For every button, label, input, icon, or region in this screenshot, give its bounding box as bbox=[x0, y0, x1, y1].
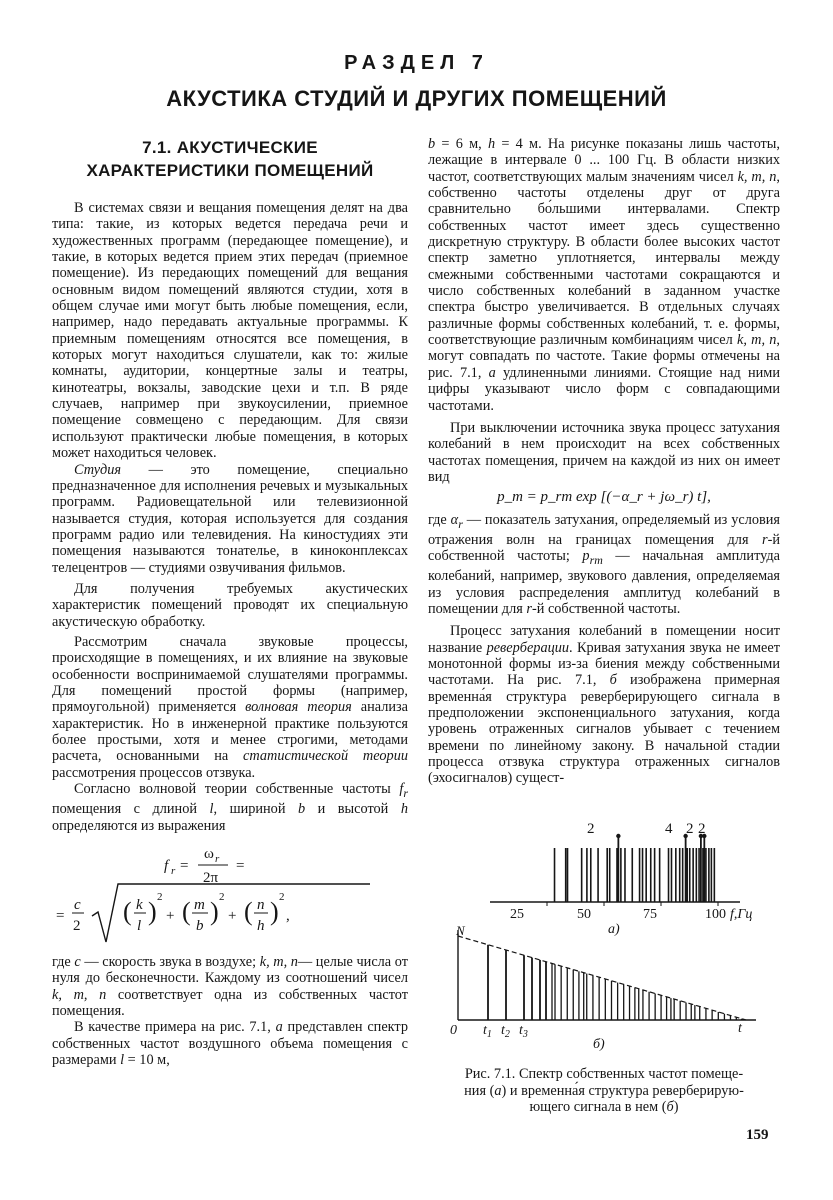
chapter-title: АКУСТИКА СТУДИЙ И ДРУГИХ ПОМЕЩЕНИЙ bbox=[166, 86, 667, 111]
var-p-sub: rm bbox=[589, 552, 603, 567]
formula-paren-1o: ( bbox=[123, 896, 132, 926]
var-c: c bbox=[74, 953, 81, 970]
var-h-2: h bbox=[487, 136, 496, 152]
right-paragraph-3 bbox=[428, 512, 780, 618]
caption-line-2-ital: а bbox=[494, 1082, 502, 1099]
spectrum-panel bbox=[490, 834, 740, 906]
var-r-2: r bbox=[526, 601, 532, 617]
top-label-3: 2 bbox=[686, 821, 694, 837]
formula-plus-1: + bbox=[166, 907, 175, 924]
frequency-formula bbox=[52, 840, 408, 948]
caption-line-2-a: ния ( bbox=[464, 1082, 495, 1099]
var-alpha-sub: r bbox=[458, 516, 463, 531]
var-l: l bbox=[209, 801, 214, 818]
caption-line-3-c: ) bbox=[673, 1099, 679, 1115]
left-paragraph-2-text: — это помещение, специально предназначенное для исполнения речевых и музыкальных программ. Радиовещательной или телевизионной называется студия, которая используется для создания программ радио или телевидения. На киностудиях эти помещения называются тонателье, в киноконплексах телецентров — студиями озвучивания фильмов. bbox=[52, 461, 408, 576]
caption-line-2 bbox=[464, 1083, 744, 1099]
formula-bw: b bbox=[196, 917, 204, 934]
formula-l: l bbox=[137, 917, 142, 934]
right-paragraph-4-b: . Кривая затухания звука не имеет монотонной формы из-за биения между собственными частотами. На рис. 7.1, bbox=[428, 639, 780, 689]
top-label-1: 2 bbox=[587, 821, 595, 837]
section-title bbox=[52, 136, 408, 182]
formula-paren-3o: ( bbox=[244, 896, 253, 926]
term-wave-theory: волновая теория bbox=[245, 699, 352, 716]
right-paragraph-1-c: = 4 м. На рисунке показаны лишь частоты, лежащие в интервале 0 ... 100 Гц. В области низких частот, соответствующих малым значениям чисел bbox=[428, 136, 780, 185]
var-kmn-3: k, m, n bbox=[737, 168, 777, 185]
left-paragraph-7 bbox=[52, 1019, 408, 1068]
var-r: r bbox=[762, 531, 768, 548]
left-paragraph-3: Для получения требуемых акустических характеристик помещений проводят их специальную акустическую обработку. bbox=[52, 580, 408, 630]
left-paragraph-6-b: — скорость звука в воздухе; bbox=[80, 953, 260, 970]
right-paragraph-2: При выключении источника звука процесс затухания колебаний в нем происходит на всех собственных частотах помещения, причем на каждой из них он имеет вид bbox=[428, 419, 780, 485]
formula-2: 2 bbox=[73, 917, 81, 934]
x-tick-100: 100 bbox=[705, 907, 726, 922]
x-unit: f,Гц bbox=[730, 907, 753, 922]
left-paragraph-5-d: и высотой bbox=[305, 801, 401, 818]
left-paragraph-6-e: соответствует одна из собственных частот помещения. bbox=[52, 986, 408, 1019]
formula-paren-2o: ( bbox=[182, 896, 191, 926]
formula-paren-1c: ) bbox=[148, 896, 157, 926]
x-tick-50: 50 bbox=[577, 907, 591, 922]
page-number: 159 bbox=[746, 1127, 769, 1143]
formula-sq-2: 2 bbox=[219, 890, 225, 903]
right-paragraph-1-e: , могут совпадать по частоте. Такие формы отмечены на рис. 7.1, bbox=[428, 332, 780, 381]
spectrum-tall-marker-0 bbox=[616, 834, 620, 838]
left-paragraph-5-c: , шириной bbox=[213, 801, 298, 818]
caption-line-3-a: ющего сигнала в нем ( bbox=[529, 1099, 667, 1115]
formula-plus-2: + bbox=[228, 907, 237, 924]
right-paragraph-3-b: — показатель затухания, определяемый из условия отражения волн на границах помещения для bbox=[428, 511, 780, 548]
top-label-4: 2 bbox=[698, 821, 706, 837]
formula-sq-1: 2 bbox=[157, 890, 163, 903]
t-axis-label: t bbox=[738, 1021, 742, 1036]
right-paragraph-3-d: — начальная амплитуда колебаний, например, звукового давления, определяемая из условия распределения амплитуд колебаний в помещении для bbox=[428, 548, 780, 617]
formula-h: h bbox=[257, 917, 265, 934]
left-paragraph-7-a: В качестве примера на рис. 7.1, bbox=[74, 1019, 276, 1036]
formula-eq3: = bbox=[56, 907, 65, 924]
formula-f-sub: r bbox=[171, 864, 176, 877]
fig-ref-a-2: а bbox=[488, 364, 496, 381]
caption-line-2-b: ) и временна́я структура реверберирую- bbox=[501, 1082, 744, 1099]
left-paragraph-5-b: помещения с длиной bbox=[52, 801, 210, 818]
formula-eq2: = bbox=[236, 857, 245, 874]
var-h: h bbox=[400, 801, 408, 818]
right-paragraph-1-b: = 6 м, bbox=[435, 136, 488, 152]
section-title-line2: ХАРАКТЕРИСТИКИ ПОМЕЩЕНИЙ bbox=[86, 161, 374, 180]
term-reverberation: реверберации bbox=[486, 639, 570, 656]
formula-k: k bbox=[136, 896, 143, 913]
formula-sq-3: 2 bbox=[279, 890, 285, 903]
left-paragraph-6 bbox=[52, 954, 408, 1019]
panel-b-label: б) bbox=[593, 1037, 605, 1051]
var-f: f bbox=[399, 781, 404, 798]
var-kmn-2: k, m, n bbox=[52, 986, 107, 1003]
formula-eq1: = bbox=[180, 857, 189, 874]
left-paragraph-7-b: представлен спектр собственных частот воздушного объема помещения с размерами bbox=[52, 1019, 408, 1068]
top-label-2: 4 bbox=[665, 821, 673, 837]
section-title-line1: 7.1. АКУСТИЧЕСКИЕ bbox=[142, 138, 318, 157]
formula-c: c bbox=[74, 896, 81, 913]
right-paragraph-3-c: -й собственной частоты; bbox=[428, 531, 780, 565]
formula-paren-3c: ) bbox=[270, 896, 279, 926]
var-b-2: b bbox=[428, 136, 436, 152]
right-paragraph-4-a: Процесс затухания колебаний в помещении носит название bbox=[428, 623, 780, 656]
var-alpha: α bbox=[450, 511, 459, 528]
reverb-panel bbox=[458, 930, 756, 1020]
var-kmn-4: k, m, n bbox=[736, 332, 777, 349]
var-b: b bbox=[298, 801, 306, 818]
left-paragraph-4-c: рассмотрения процессов отзвука. bbox=[52, 764, 256, 781]
decay-formula: p_m = p_rm exp [(−α_r + jω_r) t], bbox=[497, 489, 711, 506]
formula-n: n bbox=[257, 896, 265, 913]
formula-m: m bbox=[194, 896, 205, 913]
fig-ref-a: а bbox=[275, 1019, 283, 1036]
left-paragraph-5-a: Согласно волновой теории собственные частоты bbox=[74, 781, 400, 798]
formula-omega-sub: r bbox=[215, 852, 220, 865]
t3-label: $t_3$ bbox=[519, 1023, 528, 1040]
formula-2pi: 2π bbox=[203, 869, 219, 886]
right-paragraph-3-a: где bbox=[428, 511, 451, 528]
caption-line-3 bbox=[530, 1099, 679, 1115]
var-p: p bbox=[582, 548, 590, 565]
var-l-2: l bbox=[120, 1051, 125, 1068]
left-paragraph-4-b: анализа характеристик. Но в инженерной практике пользуются более простыми, хотя и менее строгими, методами расчета, основанными на bbox=[52, 699, 408, 765]
caption-line-3-ital: б bbox=[666, 1099, 674, 1115]
left-paragraph-6-a: где bbox=[52, 953, 75, 970]
right-column bbox=[428, 136, 780, 787]
right-paragraph-1-d: , собственно частоты отделены друг от друга сравнительно бо́льшими интервалами. Спектр собственных частот имеет здесь существенно дискретную структуру. В области более высоких частот спектр заметно уплотняется, интервалы между смежными собственными частотами сокращаются и число собственных колебаний в заданном участке спектра быстро увеличивается. В отдельных случаях различные формы собственных колебаний, т. е. формы, соответствующие различным комбинациям чисел bbox=[428, 168, 780, 349]
t2-label: $t_2$ bbox=[501, 1023, 510, 1040]
right-paragraph-1-f: удлиненными линиями. Стоящие над ними цифры указывают число форм с совпадающими частотами. bbox=[428, 364, 780, 414]
n-label: N bbox=[456, 923, 465, 938]
formula-comma: , bbox=[286, 907, 290, 924]
zero-label: 0 bbox=[450, 1023, 457, 1038]
left-paragraph-6-d: — целые числа от нуля до бесконечности. Каждому из соотношений чисел bbox=[52, 953, 408, 987]
frequency-formula-graphic bbox=[52, 840, 408, 948]
term-studio: Студия bbox=[74, 461, 122, 478]
reverb-decay-line bbox=[458, 936, 746, 1020]
section-label: РАЗДЕЛ 7 bbox=[344, 52, 489, 74]
fig-ref-b: б bbox=[609, 672, 617, 689]
term-statistical-theory: статистической теории bbox=[243, 748, 408, 765]
panel-a-label: а) bbox=[608, 922, 620, 937]
left-paragraph-1: В системах связи и вещания помещения делят на два типа: такие, из которых ведется передача речи и художественных программ (передающее помещение), и такие, в которых ведется прием этих передач (приемное помещение). Из передающих помещений для вещания основным видом помещений являются студии, хотя в общем случае ими могут быть любые помещения, если, например, надо передавать актуальные программы. К приемным помещениям относятся все помещения, в которых могут находиться слушатели, как то: жилые комнаты, аудитории, концертные залы и театры, кинотеатры, вокзалы, заводские цехи и т.п. В ряде случаев, например при звукоусилении, приемное помещение совмещено с передающим. Для связи используют практически любые помещения, в которых может находиться человек. bbox=[52, 200, 408, 462]
left-paragraph-4-a: Рассмотрим сначала звуковые процессы, происходящие в помещениях, и их влияние на звуковые особенности воспринимаемой слушателями программы. Для помещений простой формы (например, прямоугольной) применяется bbox=[52, 633, 408, 716]
formula-f: f bbox=[164, 857, 169, 874]
left-paragraph-7-c: = 10 м, bbox=[124, 1051, 170, 1068]
figure-caption bbox=[426, 1066, 782, 1116]
var-kmn: k, m, n bbox=[259, 953, 298, 970]
figure-7-1 bbox=[428, 816, 780, 1051]
var-f-sub: r bbox=[403, 785, 408, 800]
right-paragraph-3-e: -й собственной частоты. bbox=[531, 601, 681, 617]
left-column bbox=[52, 136, 408, 1068]
left-paragraph-4 bbox=[52, 634, 408, 781]
right-paragraph-1 bbox=[428, 136, 780, 414]
left-paragraph-2 bbox=[52, 462, 408, 576]
caption-line-1: Рис. 7.1. Спектр собственных частот помеще- bbox=[464, 1066, 744, 1082]
right-paragraph-4-c: изображена примерная временна́я структура реверберирующего сигнала в предположении экспоненциального затухания, когда уровень отраженных сигналов убывает с течением времени по линейному закону. В начальной стадии процесса отзвука структура отраженных сигналов (эхосигналов) сущест- bbox=[428, 672, 780, 787]
formula-omega: ω bbox=[204, 845, 214, 862]
left-paragraph-5 bbox=[52, 781, 408, 834]
formula-paren-2c: ) bbox=[210, 896, 219, 926]
t1-label: $t_1$ bbox=[483, 1023, 492, 1040]
x-tick-75: 75 bbox=[643, 907, 657, 922]
right-paragraph-4 bbox=[428, 623, 780, 786]
left-paragraph-5-e: определяются из выражения bbox=[52, 817, 226, 834]
figure-graphic bbox=[428, 816, 780, 1051]
x-tick-25: 25 bbox=[510, 907, 524, 922]
